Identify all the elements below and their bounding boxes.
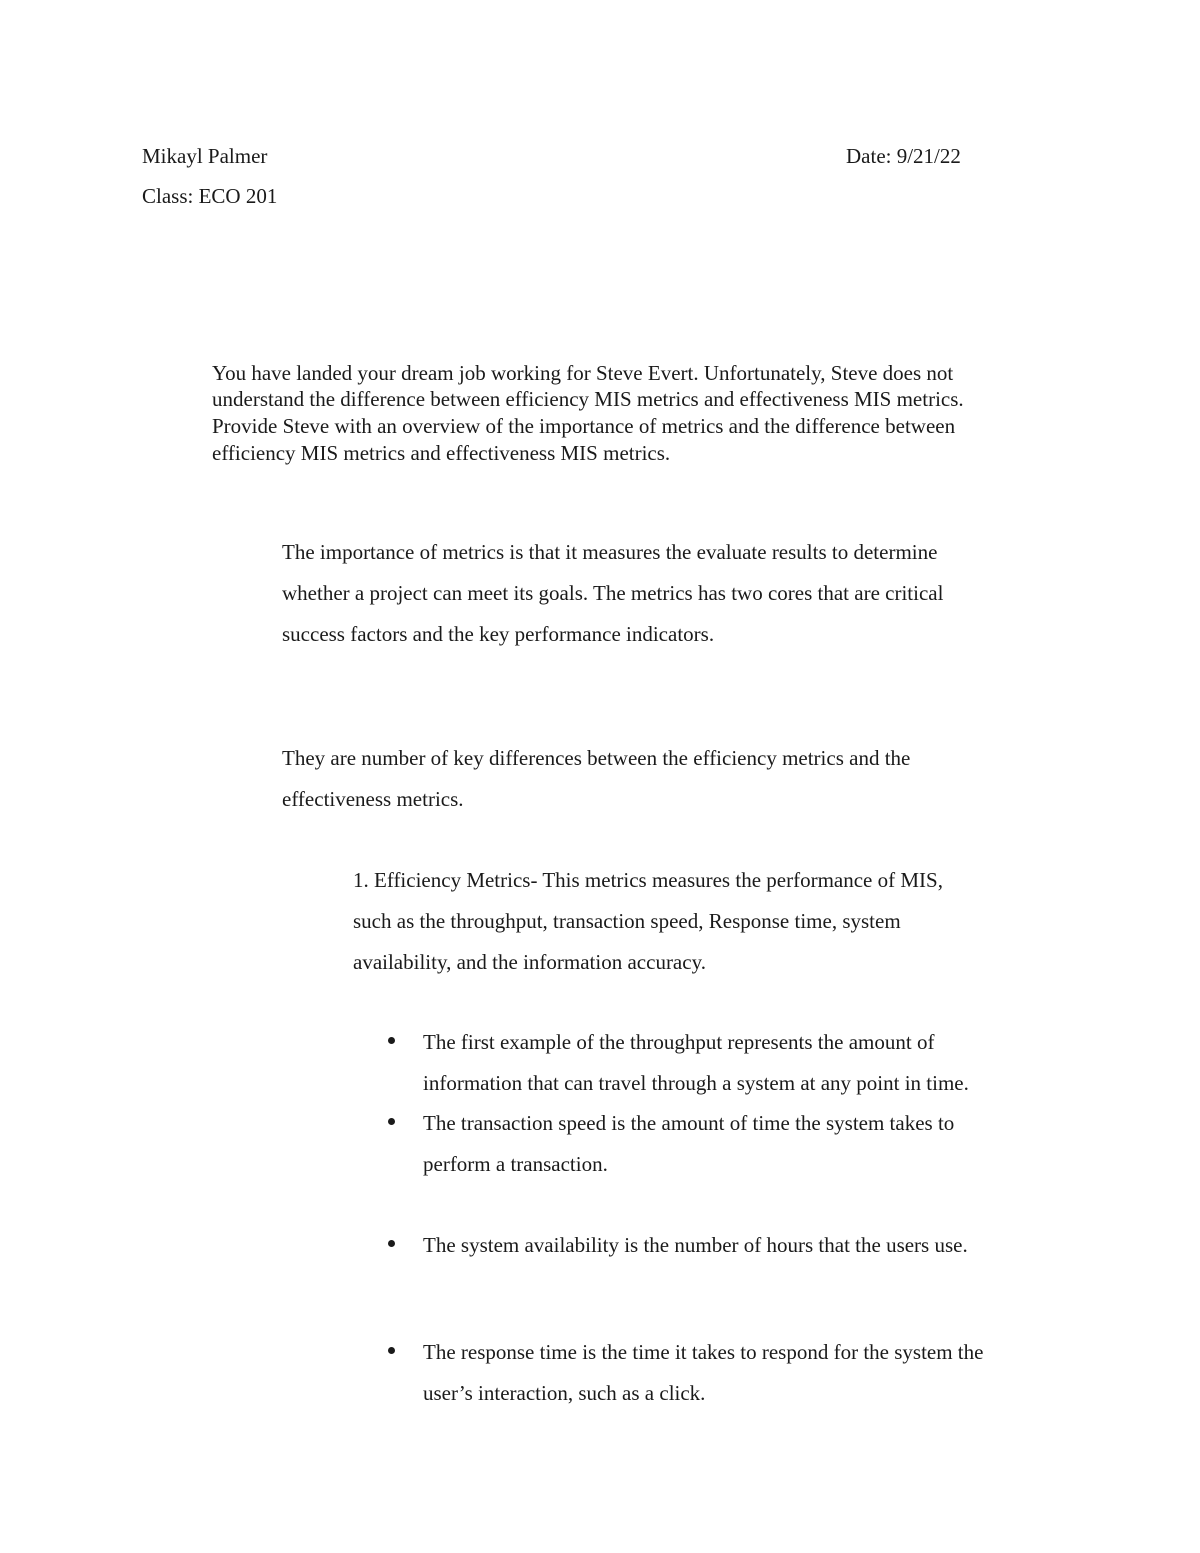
bullet-icon (388, 1347, 395, 1354)
prompt-line: understand the difference between efficiency MIS metrics and effectiveness MIS metrics. (212, 387, 964, 411)
list-item-text: The transaction speed is the amount of time the system takes to (423, 1111, 955, 1135)
bullet-icon (388, 1118, 395, 1125)
prompt-line: efficiency MIS metrics and effectiveness MIS metrics. (212, 441, 671, 465)
author-name: Mikayl Palmer (142, 144, 268, 168)
bullet-icon (388, 1240, 395, 1247)
importance-line: success factors and the key performance indicators. (282, 622, 715, 646)
list-item-text: perform a transaction. (423, 1152, 608, 1176)
importance-line: whether a project can meet its goals. The metrics has two cores that are critical (282, 581, 944, 605)
efficiency-line: 1. Efficiency Metrics- This metrics measures the performance of MIS, (353, 868, 943, 892)
importance-line: The importance of metrics is that it measures the evaluate results to determine (282, 540, 938, 564)
list-item-text: The system availability is the number of hours that the users use. (423, 1233, 968, 1257)
efficiency-line: such as the throughput, transaction speed, Response time, system (353, 909, 901, 933)
differences-line: They are number of key differences between the efficiency metrics and the (282, 746, 911, 770)
document-date: Date: 9/21/22 (846, 144, 961, 168)
prompt-line: Provide Steve with an overview of the importance of metrics and the difference between (212, 414, 956, 438)
list-item-text: The response time is the time it takes to respond for the system the (423, 1340, 984, 1364)
list-item-text: The first example of the throughput represents the amount of (423, 1030, 935, 1054)
differences-line: effectiveness metrics. (282, 787, 464, 811)
class-label: Class: ECO 201 (142, 184, 278, 208)
bullet-icon (388, 1037, 395, 1044)
list-item-text: information that can travel through a system at any point in time. (423, 1071, 969, 1095)
efficiency-line: availability, and the information accuracy. (353, 950, 706, 974)
list-item-text: user’s interaction, such as a click. (423, 1381, 706, 1405)
prompt-line: You have landed your dream job working for Steve Evert. Unfortunately, Steve does not (212, 361, 954, 385)
